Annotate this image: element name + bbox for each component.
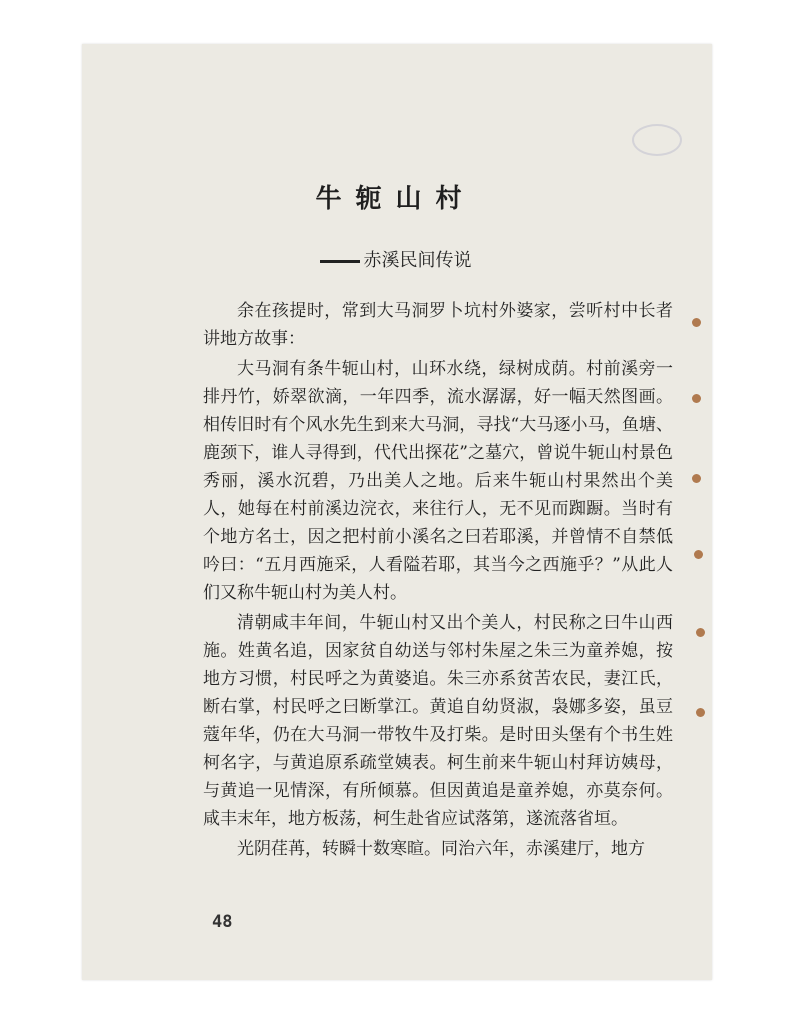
page-title: 牛轭山村 — [315, 184, 476, 214]
paragraph: 光阴荏苒，转瞬十数寒暄。同治六年，赤溪建厅，地方 — [237, 839, 645, 859]
paragraph: 余在孩提时，常到大马洞罗卜坑村外婆家，尝听村中长者讲地方故事： — [203, 301, 673, 349]
binding-hole — [696, 708, 705, 717]
faint-stamp — [632, 124, 682, 156]
article-body — [203, 297, 673, 865]
page-number: 48 — [212, 912, 233, 932]
paragraph: 清朝咸丰年间，牛轭山村又出个美人，村民称之曰牛山西施。姓黄名追，因家贫自幼送与邻村朱屋之朱三为童养媳，按地方习惯，村民呼之为黄婆追。朱三亦系贫苦农民，妻江氏，断右掌，村民呼之曰断掌江。黄追自幼贤淑，袅娜多姿，虽豆蔻年华，仍在大马洞一带牧牛及打柴。是时田头堡有个书生姓柯名字，与黄追原系疏堂姨表。柯生前来牛轭山村拜访姨母，与黄追一见情深，有所倾慕。但因黄追是童养媳，亦莫奈何。咸丰末年，地方板荡，柯生赴省应试落第，遂流落省垣。 — [203, 613, 673, 829]
subtitle-text: 赤溪民间传说 — [363, 250, 472, 271]
binding-hole — [692, 318, 701, 327]
binding-hole — [692, 394, 701, 403]
paragraph: 大马洞有条牛轭山村，山环水绕，绿树成荫。村前溪旁一排丹竹，娇翠欲滴，一年四季，流水潺潺，好一幅天然图画。相传旧时有个风水先生到来大马洞，寻找“大马逐小马，鱼塘、鹿颈下，谁人寻得到，代代出探花”之墓穴，曾说牛轭山村景色秀丽，溪水沉碧，乃出美人之地。后来牛轭山村果然出个美人，她每在村前溪边浣衣，来往行人，无不见而踟蹰。当时有个地方名士，因之把村前小溪名之曰若耶溪，并曾情不自禁低吟曰：“五月西施采，人看隘若耶，其当今之西施乎？”从此人们又称牛轭山村为美人村。 — [203, 359, 673, 603]
binding-hole — [692, 474, 701, 483]
binding-hole — [696, 628, 705, 637]
binding-hole — [694, 550, 703, 559]
page-subtitle — [0, 246, 791, 272]
subtitle-dash — [320, 260, 360, 263]
